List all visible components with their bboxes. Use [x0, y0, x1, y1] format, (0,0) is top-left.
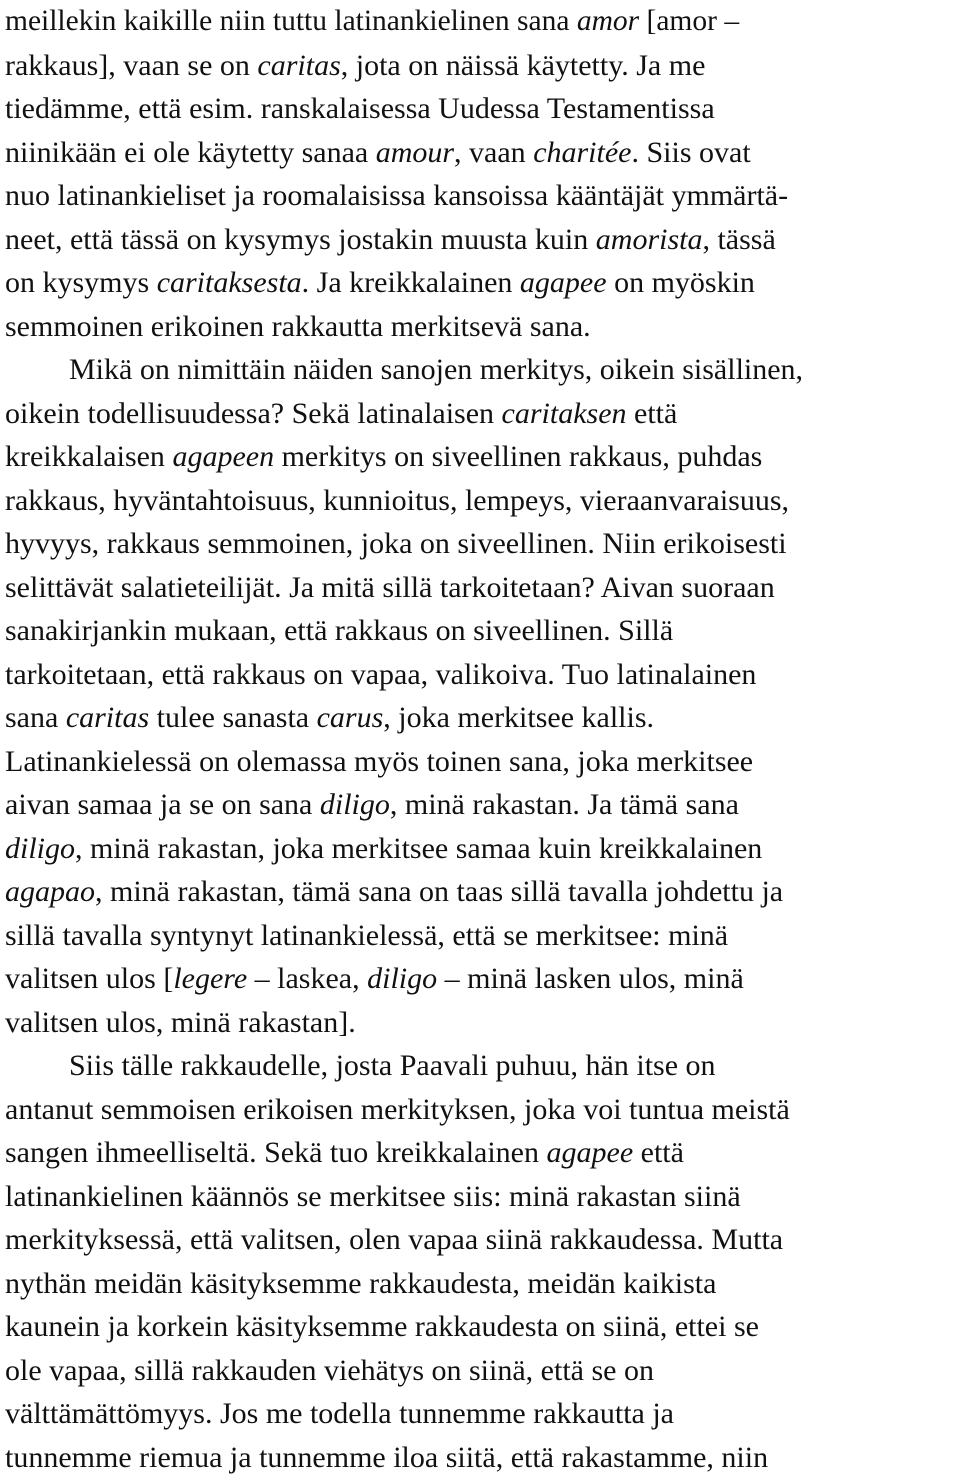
text-segment: Latinankielessä on olemassa myös toinen sana, joka merkitsee — [5, 744, 754, 778]
text-segment: rakkaus, hyväntahtoisuus, kunnioitus, lempeys, vieraanvaraisuus, — [5, 483, 790, 517]
text-segment: kreikkalaisen — [5, 440, 173, 473]
italic-term: agapao — [5, 875, 95, 908]
text-segment: valitsen ulos, minä rakastan]. — [5, 1005, 356, 1039]
text-line — [5, 44, 955, 88]
text-segment: merkityksessä, että valitsen, olen vapaa siinä rakkaudessa. Mutta — [5, 1223, 784, 1256]
text-segment: niinikään ei ole käytetty sanaa — [5, 135, 376, 169]
text-line — [5, 1436, 955, 1479]
text-line — [5, 131, 955, 175]
italic-term: caritas — [65, 701, 150, 734]
text-line — [5, 1392, 955, 1436]
text-segment: sanakirjankin mukaan, että rakkaus on siveellinen. Sillä — [5, 614, 674, 647]
italic-term: agapee — [519, 266, 607, 299]
italic-term: agapee — [546, 1136, 634, 1169]
text-line — [5, 1218, 955, 1262]
text-line — [5, 0, 955, 44]
text-segment: nythän meidän käsityksemme rakkaudesta, meidän kaikista — [5, 1266, 717, 1300]
italic-term: diligo — [367, 962, 438, 995]
text-segment: sangen ihmeelliseltä. Sekä tuo kreikkalainen — [5, 1136, 547, 1169]
text-line — [5, 174, 955, 218]
text-segment: tarkoitetaan, että rakkaus on vapaa, valikoiva. Tuo latinalainen — [5, 657, 757, 691]
text-segment: oikein todellisuudessa? Sekä latinalaisen — [5, 396, 502, 430]
italic-term: caritaksesta — [156, 266, 302, 299]
text-segment: sillä tavalla syntynyt latinankielessä, että se merkitsee: minä — [5, 918, 729, 952]
text-line — [5, 1001, 955, 1045]
text-segment: , minä rakastan, joka merkitsee samaa kuin kreikkalainen — [75, 831, 763, 865]
text-segment: välttämättömyys. Jos me todella tunnemme rakkautta ja — [5, 1397, 674, 1430]
text-line — [5, 609, 955, 653]
text-segment: , minä rakastan, tämä sana on taas sillä tavalla johdettu ja — [95, 875, 784, 908]
text-line — [5, 1175, 955, 1219]
text-segment: hyvyys, rakkaus semmoinen, joka on siveellinen. Niin erikoisesti — [5, 527, 787, 560]
text-segment: selittävät salatieteilijät. Ja mitä sillä tarkoitetaan? Aivan suoraan — [5, 570, 775, 604]
italic-term: caritaksen — [501, 396, 627, 430]
text-line — [5, 1088, 955, 1132]
text-line — [5, 348, 955, 392]
text-segment: , minä rakastan. Ja tämä sana — [389, 788, 739, 821]
text-segment: sana — [5, 701, 66, 734]
text-line — [5, 1262, 955, 1306]
text-segment: on kysymys — [5, 266, 157, 299]
italic-term: amor — [576, 5, 640, 37]
text-segment: – laskea, — [247, 962, 368, 995]
text-line — [5, 1131, 955, 1175]
text-segment: Siis tälle rakkaudelle, josta Paavali puhuu, hän itse on — [69, 1049, 716, 1082]
italic-term: carus — [316, 701, 384, 734]
text-line — [5, 435, 955, 479]
text-segment: semmoinen erikoinen rakkautta merkitsevä sana. — [5, 309, 591, 343]
text-line — [5, 261, 955, 305]
italic-term: agapeen — [172, 440, 275, 473]
text-segment: tiedämme, että esim. ranskalaisessa Uudessa Testamentissa — [5, 92, 715, 125]
text-segment: kaunein ja korkein käsityksemme rakkaudesta on siinä, ettei se — [5, 1310, 759, 1343]
italic-term: caritas — [257, 48, 341, 82]
text-line — [5, 783, 955, 827]
text-line — [5, 870, 955, 914]
text-segment: , tässä — [702, 222, 776, 256]
text-segment: meillekin kaikille niin tuttu latinankielinen sana — [5, 5, 577, 37]
text-line — [5, 1349, 955, 1393]
text-line — [5, 827, 955, 871]
text-segment: . Ja kreikkalainen — [301, 266, 520, 299]
text-segment: tulee sanasta — [149, 701, 317, 734]
text-line — [5, 957, 955, 1001]
text-segment: , vaan — [454, 135, 534, 169]
text-segment: [amor – — [639, 5, 740, 37]
text-segment: , joka merkitsee kallis. — [383, 701, 655, 734]
text-segment: tunnemme riemua ja tunnemme iloa siitä, että rakastamme, niin — [5, 1440, 769, 1474]
italic-term: amour — [375, 135, 455, 169]
italic-term: diligo — [5, 831, 76, 865]
document-page — [5, 0, 955, 1479]
text-line — [5, 696, 955, 740]
italic-term: amorista — [595, 222, 703, 256]
text-line — [5, 653, 955, 697]
text-segment: ole vapaa, sillä rakkauden viehätys on siinä, että se on — [5, 1353, 654, 1387]
text-segment: latinankielinen käännös se merkitsee siis: minä rakastan siinä — [5, 1179, 741, 1213]
text-segment: nuo latinankieliset ja roomalaisissa kansoissa kääntäjät ymmärtä- — [5, 179, 789, 212]
text-line — [5, 740, 955, 784]
text-line — [5, 305, 955, 349]
italic-term: charitée — [533, 135, 632, 169]
text-segment: Mikä on nimittäin näiden sanojen merkitys, oikein sisällinen, — [69, 353, 804, 386]
text-segment: merkitys on siveellinen rakkaus, puhdas — [274, 440, 763, 473]
text-segment: aivan samaa ja se on sana — [5, 788, 320, 821]
text-line — [5, 522, 955, 566]
text-line — [5, 1044, 955, 1088]
italic-term: diligo — [319, 788, 390, 821]
text-line — [5, 1305, 955, 1349]
text-segment: – minä lasken ulos, minä — [437, 962, 744, 995]
text-segment: on myöskin — [606, 266, 755, 299]
text-segment: että — [633, 1136, 684, 1169]
text-line — [5, 566, 955, 610]
text-segment: neet, että tässä on kysymys jostakin muusta kuin — [5, 222, 596, 256]
text-line — [5, 218, 955, 262]
text-segment: . Siis ovat — [631, 135, 751, 169]
text-line — [5, 87, 955, 131]
text-line — [5, 914, 955, 958]
text-segment: antanut semmoisen erikoisen merkityksen, joka voi tuntua meistä — [5, 1092, 790, 1126]
text-segment: , jota on näissä käytetty. Ja me — [340, 48, 706, 82]
text-line — [5, 392, 955, 436]
text-segment: valitsen ulos [ — [5, 962, 174, 995]
text-line — [5, 479, 955, 523]
text-segment: että — [626, 396, 678, 430]
text-segment: rakkaus], vaan se on — [5, 48, 258, 82]
italic-term: legere — [173, 962, 248, 995]
